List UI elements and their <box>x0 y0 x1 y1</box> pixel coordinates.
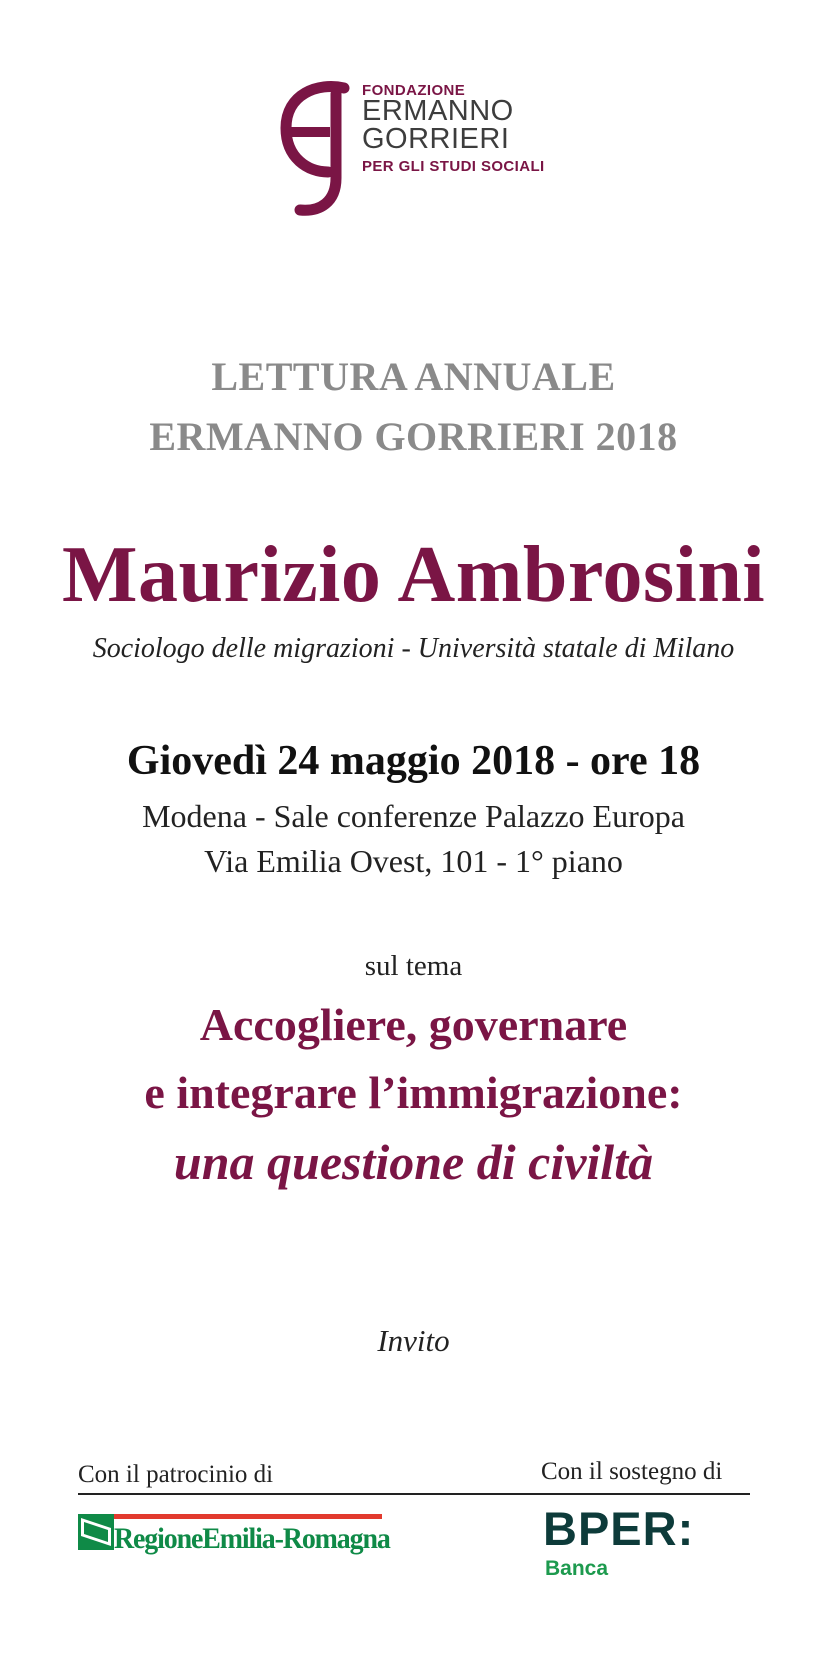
patronage-label: Con il patrocinio di <box>78 1461 274 1488</box>
regione-red-bar <box>114 1514 382 1519</box>
foundation-logo <box>278 80 568 220</box>
logo-line-gorrieri: GORRIERI <box>362 123 510 155</box>
theme-line3: una questione di civiltà <box>173 1134 654 1190</box>
support-label: Con il sostegno di <box>541 1458 723 1485</box>
theme-line1: Accogliere, governare <box>199 999 628 1050</box>
event-date: Giovedì 24 maggio 2018 - ore 18 <box>126 738 701 784</box>
event-place-line1: Modena - Sale conferenze Palazzo Europa <box>142 798 685 834</box>
invite-label: Invito <box>377 1323 450 1358</box>
bper-banca-logo <box>543 1503 723 1583</box>
logo-line-ermanno: ERMANNO <box>362 95 514 127</box>
theme-line2: e integrare l’immigrazione: <box>144 1067 683 1118</box>
logo-line-studi: PER GLI STUDI SOCIALI <box>362 158 545 175</box>
lecture-title-line2: ERMANNO GORRIERI 2018 <box>149 414 678 459</box>
bper-logo-sub: Banca <box>545 1557 609 1580</box>
logo-line-fondazione: FONDAZIONE <box>362 82 466 99</box>
bper-logo-text: BPER: <box>543 1502 695 1555</box>
eg-monogram-icon <box>278 80 358 220</box>
speaker-name: Maurizio Ambrosini <box>61 531 766 619</box>
speaker-role: Sociologo delle migrazioni - Università statale di Milano <box>92 633 735 664</box>
theme-intro: sul tema <box>364 950 463 982</box>
event-place-line2: Via Emilia Ovest, 101 - 1° piano <box>204 843 623 879</box>
lecture-title-line1: LETTURA ANNUALE <box>211 354 616 399</box>
regione-emilia-romagna-logo <box>78 1514 390 1560</box>
footer-divider <box>78 1493 750 1495</box>
regione-flag-icon <box>78 1514 114 1550</box>
regione-logo-text: RegioneEmilia-Romagna <box>114 1522 390 1555</box>
